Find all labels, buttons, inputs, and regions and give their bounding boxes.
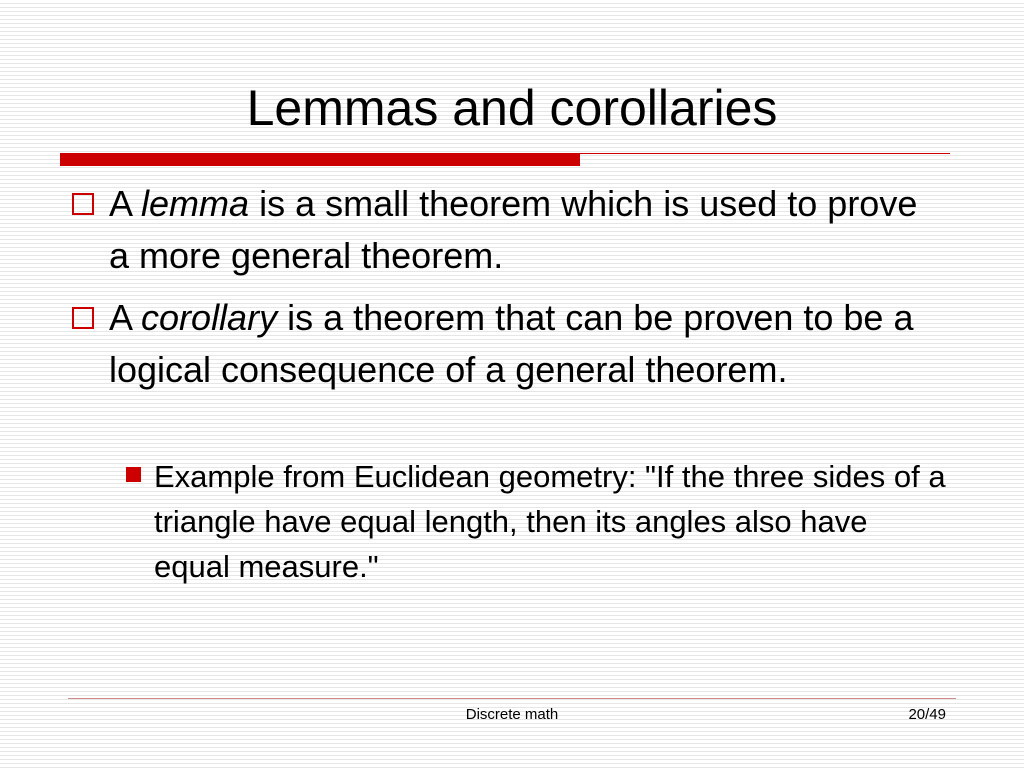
sub-bullet-text: Example from Euclidean geometry: "If the three sides of a triangle have equal length, then its angles also have equal measure." (154, 459, 946, 584)
filled-square-bullet-icon (126, 467, 141, 482)
footer-divider (68, 698, 956, 699)
footer-title: Discrete math (465, 706, 559, 723)
bullet-text (109, 178, 932, 282)
sub-bullet-example (126, 454, 946, 589)
bullet-prefix: A (109, 297, 142, 338)
hollow-square-bullet-icon (72, 307, 94, 329)
bullet-rest: is a small theorem which is used to prove a more general theorem. (109, 183, 918, 276)
bullet-lemma (72, 178, 932, 282)
title-underline-thick (60, 153, 580, 166)
bullet-text (109, 292, 932, 396)
bullet-rest: is a theorem that can be proven to be a logical consequence of a general theorem. (109, 297, 914, 390)
hollow-square-bullet-icon (72, 193, 94, 215)
bullet-term: lemma (141, 183, 250, 224)
title-underline-thin (580, 153, 950, 154)
bullet-corollary (72, 292, 932, 396)
bullet-prefix: A (109, 183, 142, 224)
slide-title: Lemmas and corollaries (246, 80, 778, 136)
bullet-term: corollary (141, 297, 278, 338)
page-number: 20/49 (908, 706, 946, 723)
